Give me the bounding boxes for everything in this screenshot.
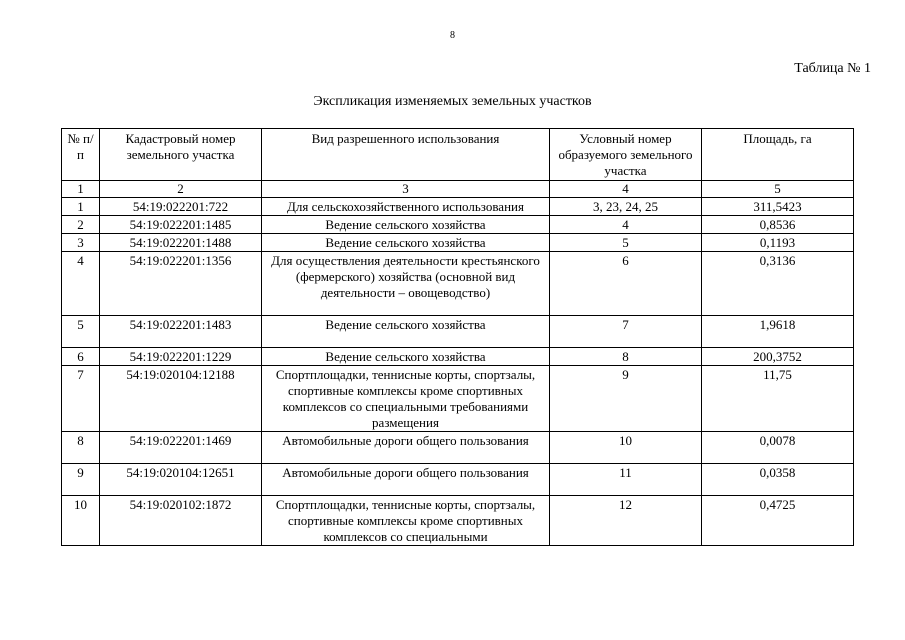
cadastral-number-cell: 54:19:022201:722	[100, 198, 262, 216]
row-number-cell: 6	[62, 348, 100, 366]
permitted-use-cell: Ведение сельского хозяйства	[262, 234, 550, 252]
cadastral-number-cell: 54:19:022201:1229	[100, 348, 262, 366]
area-cell: 1,9618	[702, 316, 854, 348]
column-index-cell: 5	[702, 181, 854, 198]
column-index-cell: 1	[62, 181, 100, 198]
header-cell-area: Площадь, га	[702, 129, 854, 181]
document-title: Экспликация изменяемых земельных участков	[313, 94, 592, 109]
row-number-cell: 3	[62, 234, 100, 252]
area-cell: 0,4725	[702, 496, 854, 546]
table-row	[62, 252, 854, 316]
cadastral-number-cell: 54:19:020104:12188	[100, 366, 262, 432]
permitted-use-cell: Ведение сельского хозяйства	[262, 316, 550, 348]
cadastral-number-cell: 54:19:022201:1469	[100, 432, 262, 464]
conditional-number-cell: 10	[550, 432, 702, 464]
area-cell: 11,75	[702, 366, 854, 432]
conditional-number-cell: 3, 23, 24, 25	[550, 198, 702, 216]
conditional-number-cell: 12	[550, 496, 702, 546]
row-number-cell: 8	[62, 432, 100, 464]
table-row	[62, 432, 854, 464]
conditional-number-cell: 6	[550, 252, 702, 316]
column-index-row	[62, 181, 854, 198]
permitted-use-cell: Для сельскохозяйственного использования	[262, 198, 550, 216]
row-number-cell: 2	[62, 216, 100, 234]
table-header-row	[62, 129, 854, 181]
permitted-use-cell: Автомобильные дороги общего пользования	[262, 464, 550, 496]
conditional-number-cell: 5	[550, 234, 702, 252]
page-number: 8	[450, 30, 455, 41]
row-number-cell: 10	[62, 496, 100, 546]
area-cell: 0,0358	[702, 464, 854, 496]
table-row	[62, 496, 854, 546]
cadastral-number-cell: 54:19:020104:12651	[100, 464, 262, 496]
permitted-use-cell: Автомобильные дороги общего пользования	[262, 432, 550, 464]
area-cell: 0,3136	[702, 252, 854, 316]
cadastral-number-cell: 54:19:022201:1485	[100, 216, 262, 234]
permitted-use-cell: Спортплощадки, теннисные корты, спортзалы, спортивные комплексы кроме спортивных комплексов со специальными требованиями размещения	[262, 366, 550, 432]
table-label: Таблица № 1	[794, 61, 871, 76]
row-number-cell: 4	[62, 252, 100, 316]
cadastral-number-cell: 54:19:022201:1483	[100, 316, 262, 348]
conditional-number-cell: 11	[550, 464, 702, 496]
header-cell-use: Вид разрешенного использования	[262, 129, 550, 181]
table-row	[62, 216, 854, 234]
row-number-cell: 5	[62, 316, 100, 348]
table-row	[62, 348, 854, 366]
table-row	[62, 464, 854, 496]
header-cell-cadastral: Кадастровый номер земельного участка	[100, 129, 262, 181]
table-row	[62, 198, 854, 216]
conditional-number-cell: 7	[550, 316, 702, 348]
row-number-cell: 7	[62, 366, 100, 432]
cadastral-number-cell: 54:19:020102:1872	[100, 496, 262, 546]
area-cell: 0,8536	[702, 216, 854, 234]
table-row	[62, 234, 854, 252]
cadastral-number-cell: 54:19:022201:1488	[100, 234, 262, 252]
permitted-use-cell: Ведение сельского хозяйства	[262, 216, 550, 234]
column-index-cell: 3	[262, 181, 550, 198]
column-index-cell: 4	[550, 181, 702, 198]
area-cell: 200,3752	[702, 348, 854, 366]
conditional-number-cell: 4	[550, 216, 702, 234]
permitted-use-cell: Для осуществления деятельности крестьянского (фермерского) хозяйства (основной вид деятельности – овощеводство)	[262, 252, 550, 316]
cadastral-number-cell: 54:19:022201:1356	[100, 252, 262, 316]
header-cell-conditional: Условный номер образуемого земельного участка	[550, 129, 702, 181]
conditional-number-cell: 9	[550, 366, 702, 432]
column-index-cell: 2	[100, 181, 262, 198]
header-cell-number: № п/п	[62, 129, 100, 181]
table-row	[62, 366, 854, 432]
row-number-cell: 9	[62, 464, 100, 496]
explication-table	[61, 128, 854, 546]
permitted-use-cell: Ведение сельского хозяйства	[262, 348, 550, 366]
permitted-use-cell: Спортплощадки, теннисные корты, спортзалы, спортивные комплексы кроме спортивных комплексов со специальными	[262, 496, 550, 546]
conditional-number-cell: 8	[550, 348, 702, 366]
area-cell: 0,1193	[702, 234, 854, 252]
row-number-cell: 1	[62, 198, 100, 216]
table-row	[62, 316, 854, 348]
area-cell: 311,5423	[702, 198, 854, 216]
area-cell: 0,0078	[702, 432, 854, 464]
